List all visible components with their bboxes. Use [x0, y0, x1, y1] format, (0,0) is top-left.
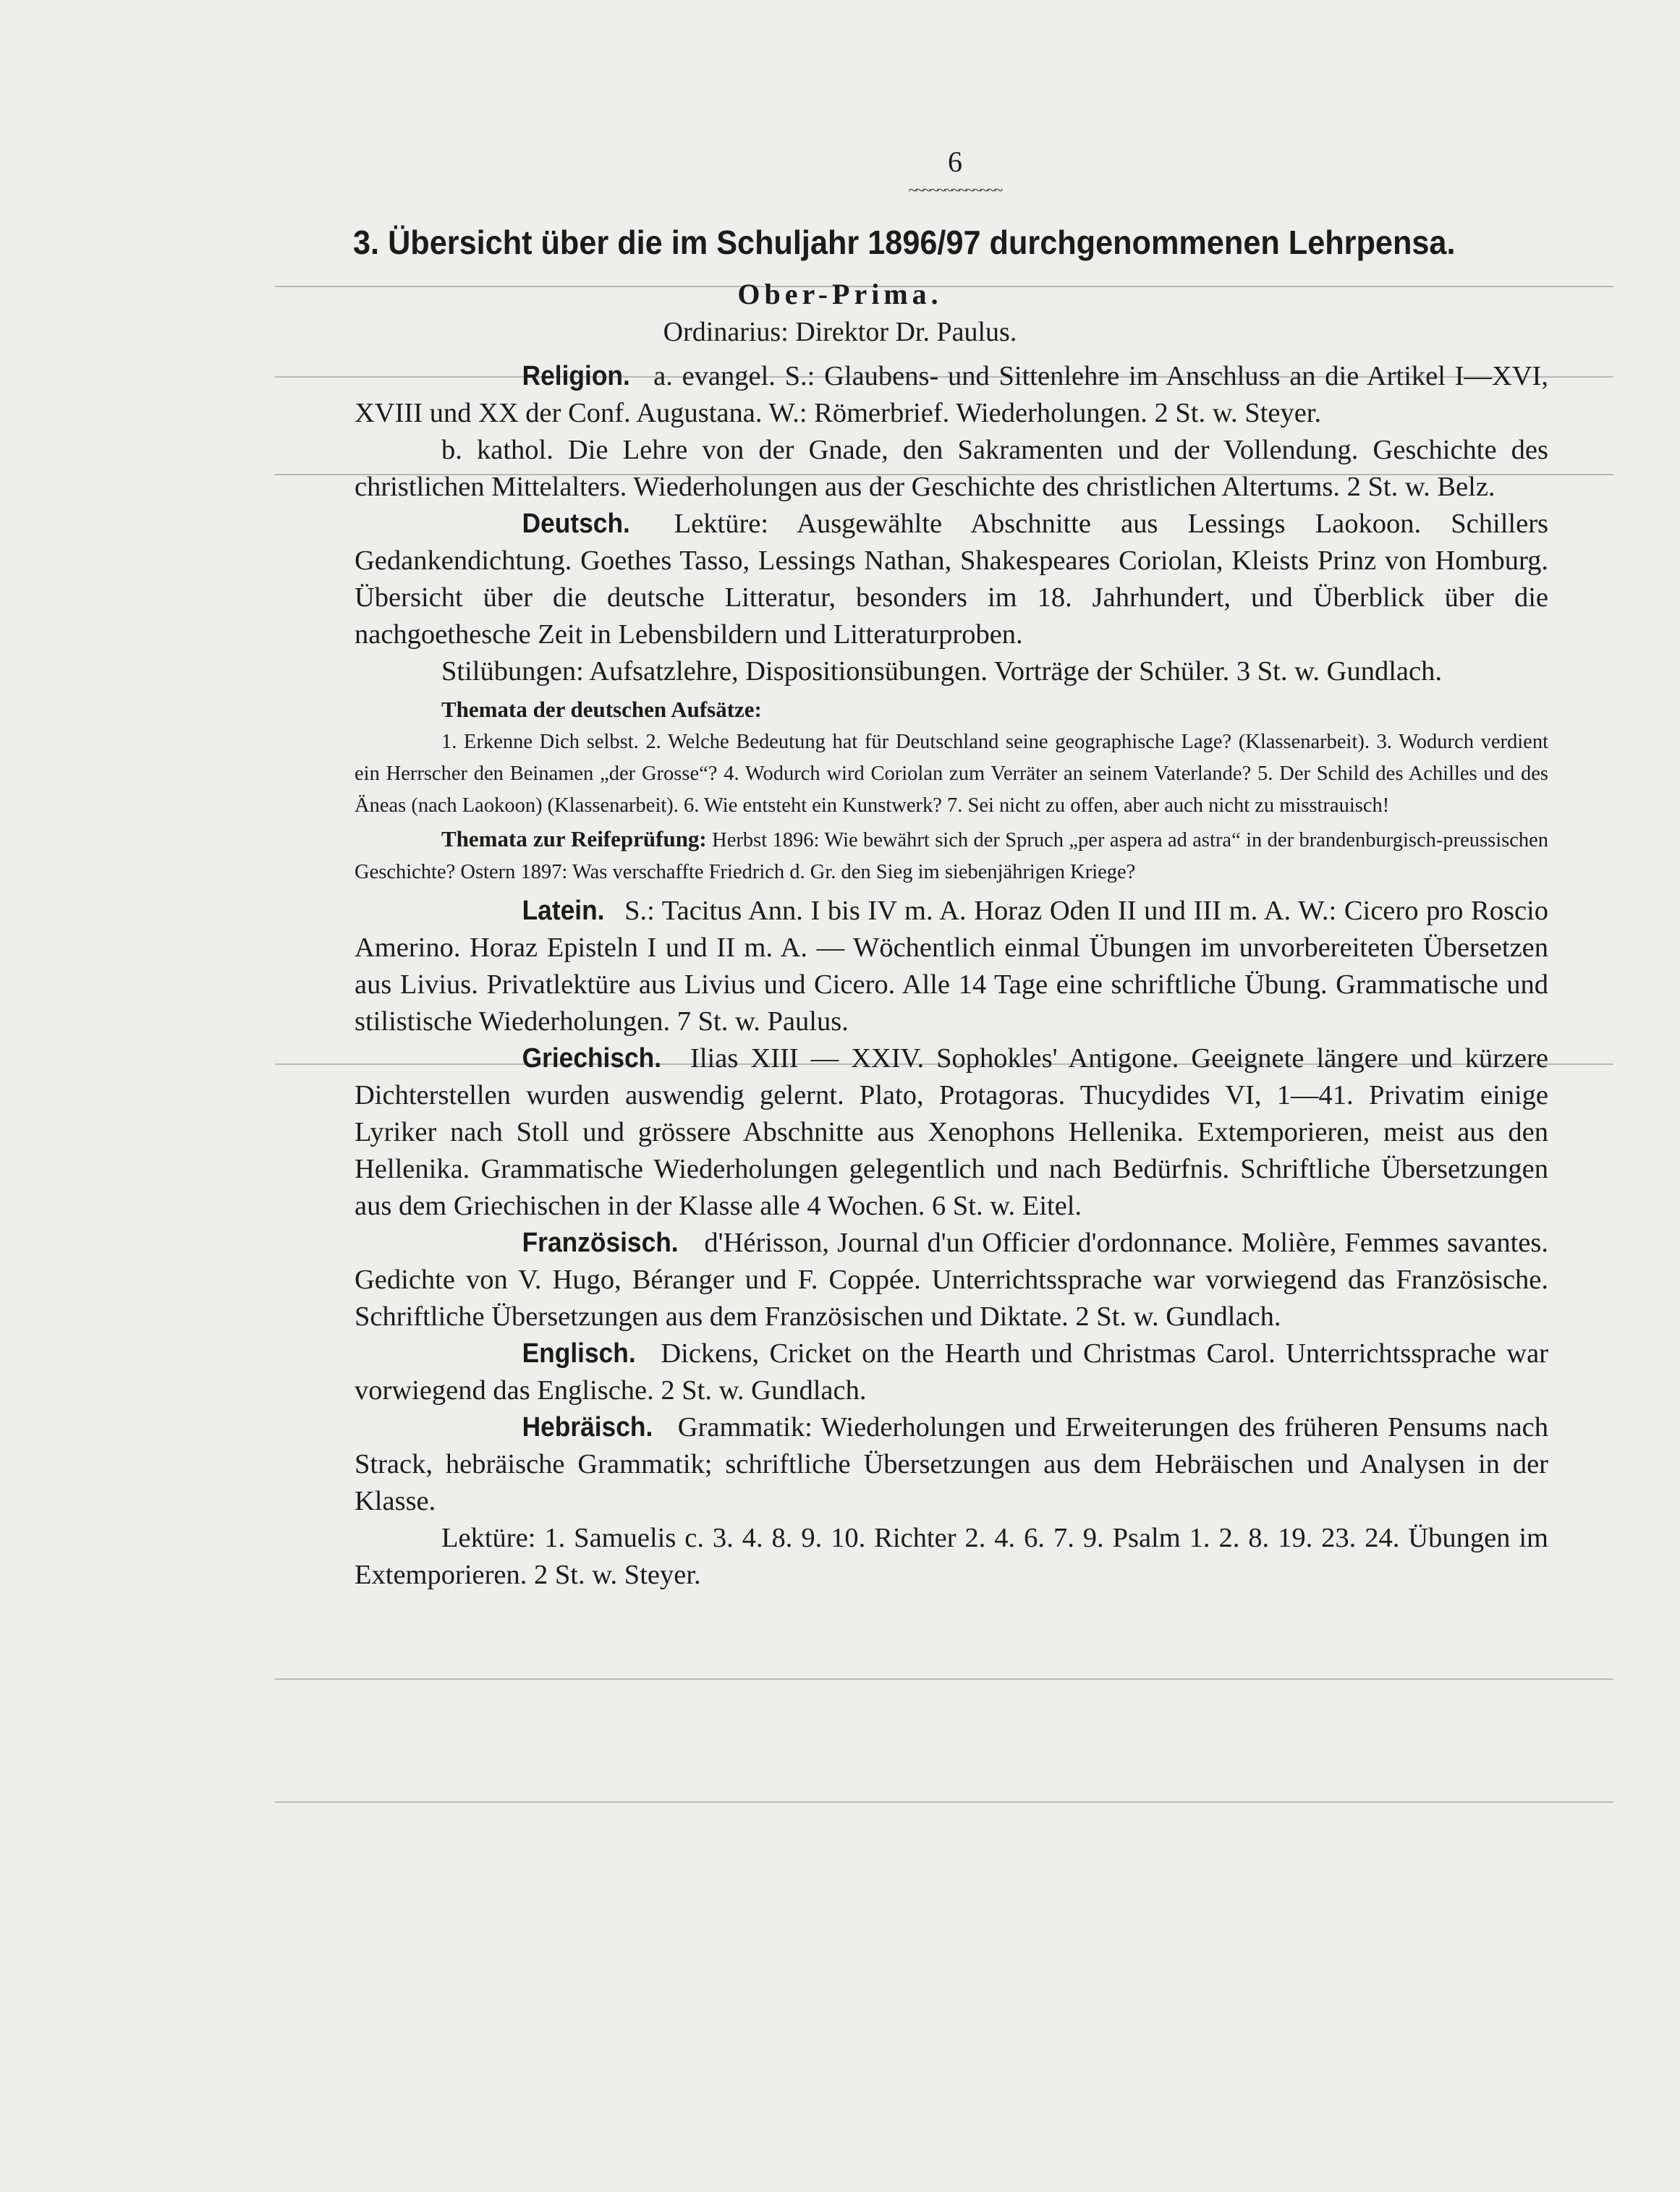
griechisch-paragraph	[355, 1040, 1548, 1225]
deutsch-paragraph	[355, 506, 1548, 653]
hebraeisch-text: Grammatik: Wiederholungen und Erweiterungen des früheren Pensums nach Strack, hebräische Grammatik; schriftliche Übersetzungen aus dem Hebräischen und Analysen in der Klasse.	[355, 1412, 1549, 1516]
themata-heading: Themata der deutschen Aufsätze:	[441, 697, 762, 722]
subject-heading-franzoesisch: Französisch.	[522, 1228, 679, 1258]
reife-text: Herbst 1896: Wie bewährt sich der Spruch „per aspera ad astra“ in der brandenburgisch-preussischen Geschichte? Ostern 1897: Was verschaffte Friedrich d. Gr. den Sieg im siebenjährigen Kriege?	[355, 829, 1548, 883]
deutsch-stil-paragraph	[355, 653, 1548, 690]
themata-list: 1. Erkenne Dich selbst. 2. Welche Bedeutung hat für Deutschland seine geographische Lage? (Klassenarbeit). 3. Wodurch verdient ein Herrscher den Beinamen „der Grosse“? 4. Wodurch wird Coriolan zum Verräter an seinem Vaterlande? 5. Der Schild des Achilles und des Äneas (nach Laokoon) (Klassenarbeit). 6. Wie entsteht ein Kunstwerk? 7. Sei nicht zu offen, aber auch nicht zu misstrauisch!	[355, 731, 1548, 817]
subject-heading-religion: Religion.	[522, 361, 630, 391]
page-number: 6	[948, 145, 962, 178]
hebraeisch-paragraph	[355, 1409, 1548, 1520]
class-title: Ober-Prima.	[737, 278, 943, 310]
latein-paragraph	[355, 893, 1548, 1040]
englisch-text: Dickens, Cricket on the Hearth und Christmas Carol. Unterrichtssprache war vorwiegend das Englische. 2 St. w. Gundlach.	[355, 1338, 1548, 1406]
religion-a-text: a. evangel. S.: Glaubens- und Sittenlehre im Anschluss an die Artikel I—XVI, XVIII und XX der Conf. Augustana. W.: Römerbrief. Wiederholungen. 2 St. w. Steyer.	[355, 361, 1549, 428]
subject-heading-deutsch: Deutsch.	[522, 509, 630, 539]
subject-heading-griechisch: Griechisch.	[522, 1043, 662, 1074]
deutsch-stil-text: Stilübungen: Aufsatzlehre, Dispositionsübungen. Vorträge der Schüler. 3 St. w. Gundlach.	[441, 656, 1442, 687]
ordinarius-line: Ordinarius: Direktor Dr. Paulus.	[663, 317, 1017, 347]
latein-text: S.: Tacitus Ann. I bis IV m. A. Horaz Oden II und III m. A. W.: Cicero pro Roscio Amerino. Horaz Episteln I und II m. A. — Wöchentlich einmal Übungen im unvorbereiteten Übersetzen aus Livius. Privatlektüre aus Livius und Cicero. Alle 14 Tage eine schriftliche Übung. Grammatische und stilistische Wiederholungen. 7 St. w. Paulus.	[355, 896, 1548, 1037]
englisch-paragraph	[355, 1335, 1548, 1409]
hebraeisch-lektuere-text: Lektüre: 1. Samuelis c. 3. 4. 8. 9. 10. Richter 2. 4. 6. 7. 9. Psalm 1. 2. 8. 19. 23. 24. Übungen im Extemporieren. 2 St. w. Steyer.	[355, 1523, 1548, 1590]
religion-paragraph-a	[355, 358, 1548, 432]
curriculum-body	[355, 358, 1548, 1594]
page-number-ornament: ~~~~~~~~~~~~~	[908, 181, 1002, 199]
reife-paragraph	[355, 823, 1548, 888]
griechisch-text: Ilias XIII — XXIV. Sophokles' Antigone. Geeignete längere und kürzere Dichterstellen wurden auswendig gelernt. Plato, Protagoras. Thucydides VI, 1—41. Privatim einige Lyriker nach Stoll und grössere Abschnitte aus Xenophons Hellenika. Extemporieren, meist aus den Hellenika. Grammatische Wiederholungen gelegentlich und nach Bedürfnis. Schriftliche Übersetzungen aus dem Griechischen in der Klasse alle 4 Wochen. 6 St. w. Eitel.	[355, 1043, 1548, 1221]
reife-heading: Themata zur Reifeprüfung:	[441, 826, 707, 851]
subject-heading-hebraeisch: Hebräisch.	[522, 1412, 653, 1443]
religion-paragraph-b	[355, 432, 1548, 506]
franzoesisch-text: d'Hérisson, Journal d'un Officier d'ordonnance. Molière, Femmes savantes. Gedichte von V. Hugo, Béranger und F. Coppée. Unterrichtssprache war vorwiegend das Französische. Schriftliche Übersetzungen aus dem Französischen und Diktate. 2 St. w. Gundlach.	[355, 1228, 1549, 1332]
section-title: 3. Übersicht über die im Schuljahr 1896/97 durchgenommenen Lehrpensa.	[353, 224, 1456, 261]
deutsch-text: Lektüre: Ausgewählte Abschnitte aus Lessings Laokoon. Schillers Gedankendichtung. Goethes Tasso, Lessings Nathan, Shakespeares Coriolan, Kleists Prinz von Homburg. Übersicht über die deutsche Litteratur, besonders im 18. Jahrhundert, und Überblick über die nachgoethesche Zeit in Lebensbildern und Litteraturproben.	[355, 509, 1548, 650]
religion-b-text: b. kathol. Die Lehre von der Gnade, den Sakramenten und der Vollendung. Geschichte des christlichen Mittelalters. Wiederholungen aus der Geschichte des christlichen Altertums. 2 St. w. Belz.	[355, 435, 1548, 502]
subject-heading-latein: Latein.	[522, 896, 605, 926]
subject-heading-englisch: Englisch.	[522, 1338, 636, 1369]
franzoesisch-paragraph	[355, 1225, 1548, 1335]
hebraeisch-lektuere-paragraph	[355, 1520, 1548, 1594]
bleed-rule	[275, 1801, 1613, 1803]
bleed-rule	[275, 1678, 1613, 1680]
